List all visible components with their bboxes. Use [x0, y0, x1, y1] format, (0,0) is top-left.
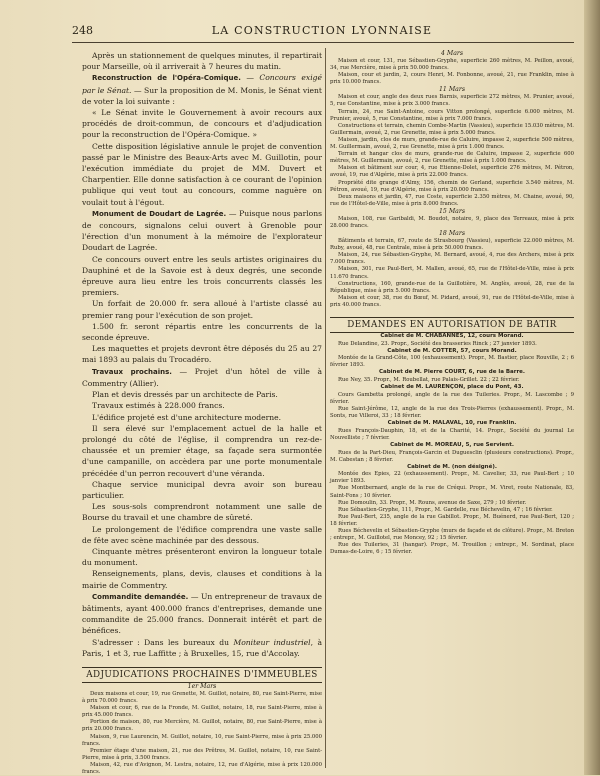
travaux-paragraph: L'édifice projeté est d'une architecture moderne. — [92, 412, 282, 422]
travaux-paragraph: Cinquante mètres présenteront environ la longueur totale du monument. — [82, 546, 322, 568]
adjudication-entry: Propriété dite grange d'Almy, 156, chemin de Gerland, superficie 3.540 mètres, M. Pétron, avoué, 19, rue d'Algérie, mise à prix 20.000 francs. — [330, 179, 574, 193]
permit-entry: Rue Sébastien-Gryphe, 111, Propr., M. Gardelle, rue Béchevelin, 47 ; 16 février. — [338, 506, 553, 513]
permit-entry: Rue Ney, 35. Propr., M. Roubellat, rue Palais-Grillet. 22 ; 22 février. — [338, 377, 520, 384]
travaux-paragraph: Il sera élevé sur l'emplacement actuel de la halle et prolongé du côté de l'église, il comprendra un rez-de-chaussée et un premier étage, sa façade sera surmontée d'une campanille, on accèdera par une porte monumentale précédée d'un perron recouvert d'une véranda. — [82, 423, 322, 478]
opera-intro: — Sur la proposition de M. Monis, le Sénat vient de voter la loi suivante : — [82, 85, 322, 106]
page-binding-edge — [584, 0, 600, 775]
spacer — [82, 659, 322, 667]
cabinet-entries — [330, 428, 574, 442]
travaux-paragraph: Travaux estimés à 228.000 francs. — [92, 401, 225, 411]
permit-entry: Rue Delandine, 23. Propr., Société des brasseries Rinck ; 27 janvier 1893. — [338, 340, 537, 347]
permit-entry: Rue Domoulin, 33. Propr., M. Rouns, avenue de Saxe, 279 ; 10 février. — [338, 499, 527, 506]
adjudications-title: ADJUDICATIONS PROCHAINES D'IMMEUBLES — [82, 667, 322, 683]
permit-entry: Rues de la Part-Dieu, François-Garcin et Duguesclin (plusieurs constructions). Propr., M. Cabestan ; 8 février. — [330, 449, 574, 463]
adjudication-entry: Maison et cour, 131, rue Sébastien-Gryphe, superficie 260 mètres, M. Peillon, avoué, 34, rue Mercière, mise à prix 50.000 francs. — [330, 58, 574, 72]
permit-entry: Rue Saint-Jérôme, 12, angle de la rue des Trois-Pierres (exhaussement). Propr., M. Sonts, rue Villeroi, 33 ; 18 février. — [330, 405, 574, 420]
doudart-paragraph: Ce concours ouvert entre les seuls artistes originaires du Dauphiné et de la Savoie est à deux degrés, une seconde épreuve aura lieu entre les trois concurrents classés les premiers. — [82, 254, 322, 298]
cabinet-entries — [330, 377, 574, 384]
cabinet-heading: Cabinet de M. MOREAU, 5, rue Servient. — [390, 441, 514, 448]
adjudication-entry: Terrain, 24, rue Saint-Antoine, cours Vitton prolongé, superficie 6.000 mètres, M. Prunier, avoué, 5, rue Constantine, mise à prix 7.000 francs. — [330, 108, 574, 122]
adjudication-entry: Maison et cour, angle des deux rues Barnis, superficie 272 mètres, M. Prunier, avoué, 5, rue Constantine, mise à prix 3.000 francs. — [330, 94, 574, 108]
permit-entry: Rue Montbernard, angle de la rue de Créqui. Propr., M. Viret, route Nationale, 83, Saint-Fons ; 10 février. — [330, 485, 574, 499]
permit-entry: Rue des Tuileries, 31 (hangar). Propr., M. Trouillon ; entrepr., M. Sordinat, place Dumas-de-Loire, 6 ; 15 février. — [330, 542, 574, 556]
travaux-paragraph: Renseignements, plans, devis, clauses et conditions à la mairie de Commentry. — [82, 569, 322, 590]
opera-heading: Reconstruction de l'Opéra-Comique. — [92, 74, 241, 83]
adjudication-entry: Constructions et terrain, chemin Combe-Martin (Vassieu), superficie 15.030 mètres, M. Guillermain, avoué, 2, rue Grenette, mise à prix 5.000 francs. — [330, 122, 574, 136]
marseille-paragraph: Après un stationnement de quelques minutes, il repartirait pour Marseille, où il arriverait à 7 heures du matin. — [82, 51, 322, 72]
adjudication-entry: Maison, 24, rue Sébastien-Gryphe, M. Bernard, avoué, 4, rue des Archers, mise à prix 7.000 francs. — [330, 252, 574, 266]
travaux-paragraph: Chaque service municipal devra avoir son bureau particulier. — [82, 479, 322, 500]
opera-quote: « Le Sénat invite le Gouvernement à avoir recours aux procédés de droit-commun, de concours et d'adjudication pour la reconstruction de l'Opéra-Comique. » — [82, 108, 322, 140]
date-heading: 1er Mars — [187, 682, 217, 690]
cabinet-heading: Cabinet de M. Pierre COURT, 6, rue de la Barre. — [378, 369, 526, 376]
adjudication-entry: Deux maisons et cour, 19, rue Grenette, M. Guillot, notaire, 80, rue Saint-Pierre, mise à prix 70.000 francs. — [82, 690, 322, 705]
commandite-heading: Commandite demandée. — [92, 592, 189, 601]
entries-15-mars — [330, 216, 574, 230]
adjudication-entry: Maison, 108, rue Garibaldi, M. Boudot, notaire, 9, place des Terreaux, mise à prix 28.000 francs. — [330, 215, 574, 229]
doudart-text: — Puisque nous parlons de concours, signalons celui ouvert à Grenoble pour l'érection d'un monument à la mémoire de l'explorateur Doudart de Lagrée. — [82, 208, 322, 253]
doudart-paragraph: Les maquettes et projets devront être déposés du 25 au 27 mai 1893 au palais du Trocadéro. — [82, 344, 322, 365]
cabinet-heading: Cabinet de M. CHABANNES, 12, cours Morand. — [380, 333, 524, 339]
right-column — [330, 50, 574, 768]
cabinet-entries — [330, 355, 574, 369]
permit-entry: Montée de la Grand-Côte, 100 (exhaussement). Propr., M. Bastier, place Rouville, 2 ; 6 février 1893. — [330, 355, 574, 369]
permit-entry: Rues François-Dauphin, 18, et de la Charité, 14. Propr., Société du journal Le Nouvelliste ; 7 février. — [330, 427, 574, 441]
entries-11-mars — [330, 94, 574, 208]
date-heading: 11 Mars — [439, 86, 465, 94]
doudart-article — [82, 208, 322, 254]
travaux-paragraph: Le prolongement de l'édifice comprendra une vaste salle de fête avec scène machinée par des dessous. — [82, 524, 322, 545]
cabinet-entries — [330, 392, 574, 420]
cabinet-heading: Cabinet de M. MALAVAL, 10, rue Franklin. — [387, 420, 517, 427]
permit-entry: Cours Gambetta prolongé, angle de la rue des Tuileries. Propr., M. Lascombe ; 9 février. — [330, 391, 574, 405]
page-header — [72, 24, 572, 40]
doudart-paragraph: 1.500 fr. seront répartis entre les concurrents de la seconde épreuve. — [82, 321, 322, 343]
commandite-address: S'adresser : Dans les bureaux du Moniteur industriel, à Paris, 1 et 3, rue Laffitte ; à Bruxelles, 15, rue d'Accolay. — [82, 637, 322, 658]
adjudication-entry: Maison, 9, rue Laurencin, M. Guillot, notaire, 10, rue Saint-Pierre, mise à prix 25.000 francs. — [82, 733, 322, 747]
header-rule — [72, 42, 574, 43]
commandite-text: — Un entrepreneur de travaux de bâtiments, ayant 400.000 francs d'entreprises, demande une commandite de 25.000 francs. Donnerait intérêt et part de bénéfices. — [82, 591, 322, 636]
permit-entry: Rues Béchevelin et Sébastien-Gryphe (murs de façade et de clôture). Propr., M. Breton ; entrepr., M. Guillotel, rue Moncey, 92 ; 15 février. — [330, 528, 574, 542]
travaux-article — [82, 366, 322, 389]
opera-subheading: — Concours exigé par le Sénat. — [82, 73, 322, 95]
cabinet-entries — [330, 471, 574, 556]
date-heading: 15 Mars — [439, 207, 465, 215]
page-number: 248 — [72, 24, 93, 37]
opera-article — [82, 72, 322, 107]
column-separator — [325, 48, 326, 768]
cabinet-entries — [330, 450, 574, 464]
publication-title: LA CONSTRUCTION LYONNAISE — [211, 24, 433, 37]
travaux-text: — Projet d'un hôtel de ville à Commentry (Allier). — [82, 366, 322, 388]
adjudication-entry: Maison, jardin, clos de murs, grande-rue de Caluire, impasse 2, superficie 500 mètres, M. Guillermain, avoué, 2, rue Grenette, mise à prix 1.000 francs. — [330, 136, 574, 151]
adjudication-entry: Portion de maison, 80, rue Mercière, M. Guillot, notaire, 80, rue Saint-Pierre, mise à prix 20.000 francs. — [82, 719, 322, 733]
permit-entry: Montée des Epies, 22 (exhaussement). Propr., M. Cavelier, 33, rue Paul-Bert ; 10 janvier 1893. — [330, 471, 574, 485]
adjudication-entry: Maison, cour et jardin, 2, cours Henri, M. Fonbonne, avoué, 21, rue Franklin, mise à prix 10.000 francs. — [330, 72, 574, 86]
date-heading: 18 Mars — [439, 230, 465, 238]
adjudication-entry: Premier étage d'une maison, 21, rue des Prêtres, M. Guillot, notaire, 10, rue Saint-Pierre, mise à prix, 3.500 francs. — [82, 747, 322, 761]
doudart-heading: Monument de Doudart de Lagrée. — [92, 209, 227, 218]
opera-paragraph: Cette disposition législative annule le projet de convention passé par le Ministre des Beaux-Arts avec M. Guillotin, pour l'exécution immédiate du projet de MM. Duvert et Charpentier. Elle donne satisfaction à ce courant de l'opinion publique qui veut tout au concours, comme naguère on voulait tout à l'égout. — [82, 141, 322, 207]
doudart-paragraph: Un forfait de 20.000 fr. sera alloué à l'artiste classé au premier rang pour l'exécution de son projet. — [82, 299, 322, 320]
permit-entry: Rue Paul-Bert, 235, angle de la rue Gabillot. Propr., M. Buénerd, rue Paul-Bert, 120 ; 18 février. — [330, 513, 574, 527]
left-column — [82, 50, 322, 775]
adjudication-entry: Bâtiments et terrain, 67, route de Strasbourg (Vassieu), superficie 22.000 mètres, M. Ruby, avoué, 48, rue Centrale, mise à prix 50.000 francs. — [330, 238, 574, 252]
adjudication-entry: Deux maisons et jardin, 47, rue Coste, superficie 2.350 mètres, M. Chaine, avoué, 90, rue de l'Hôtel-de-Ville, mise à prix 8.000 francs. — [330, 193, 574, 207]
travaux-paragraph: Plan et devis dressés par un architecte de Paris. — [92, 390, 278, 400]
cabinet-heading: Cabinet de M. (non désigné). — [407, 463, 497, 470]
travaux-paragraph: Les sous-sols comprendront notamment une salle de Bourse du travail et une chambre de sûreté. — [82, 502, 322, 523]
entries-18-mars — [330, 238, 574, 309]
adjudication-entry: Maison et cour, 38, rue du Bœuf, M. Pidard, avoué, 91, rue de l'Hôtel-de-Ville, mise à prix 40.000 francs. — [330, 294, 574, 308]
demandes-title: DEMANDES EN AUTORISATION DE BATIR — [330, 317, 574, 333]
date-heading: 4 Mars — [440, 50, 464, 57]
commandite-article — [82, 591, 322, 637]
adjudications-list — [82, 691, 322, 776]
cabinet-entries — [330, 341, 574, 348]
cabinet-heading: Cabinet de M. LAURENÇON, place du Pont, 43. — [380, 384, 524, 391]
moniteur-title: Moniteur industriel — [233, 637, 311, 647]
adjudication-entry: Maison, 42, rue d'Avignon, M. Lestra, notaire, 12, rue d'Algérie, mise à prix 120.000 francs. — [82, 761, 322, 775]
adjudication-entry: Maison et bâtiment sur cour, 4, rue Etienne-Dolet, superficie 276 mètres, M. Pétron, avoué, 19, rue d'Algérie, mise à prix 22.000 francs. — [330, 165, 574, 179]
adjudication-entry: Maison et cour, 6, rue de la Fronde, M. Guillot, notaire, 18, rue Saint-Pierre, mise à prix 45.000 francs. — [82, 705, 322, 719]
spacer — [330, 309, 574, 317]
adjudication-entry: Constructions, 160, grande-rue de la Guillotière, M. Anglès, avoué, 28, rue de la République, mise à prix 5.000 francs. — [330, 280, 574, 294]
cabinet-heading: Cabinet de M. COTTER, 57, cours Morand. — [387, 347, 517, 354]
adjudication-entry: Maison, 301, rue Paul-Bert, M. Mallen, avoué, 65, rue de l'Hôtel-de-Ville, mise à prix 11.670 francs. — [330, 266, 574, 280]
adjudication-entry: Terrain et hangar clos de murs, grande-rue de Caluire, impasse 2, superficie 600 mètres, M. Guillermain, avoué, 2, rue Grenette, mise à prix 1.000 francs. — [330, 151, 574, 165]
entries-4-mars — [330, 58, 574, 86]
travaux-heading: Travaux prochains. — [92, 367, 172, 376]
